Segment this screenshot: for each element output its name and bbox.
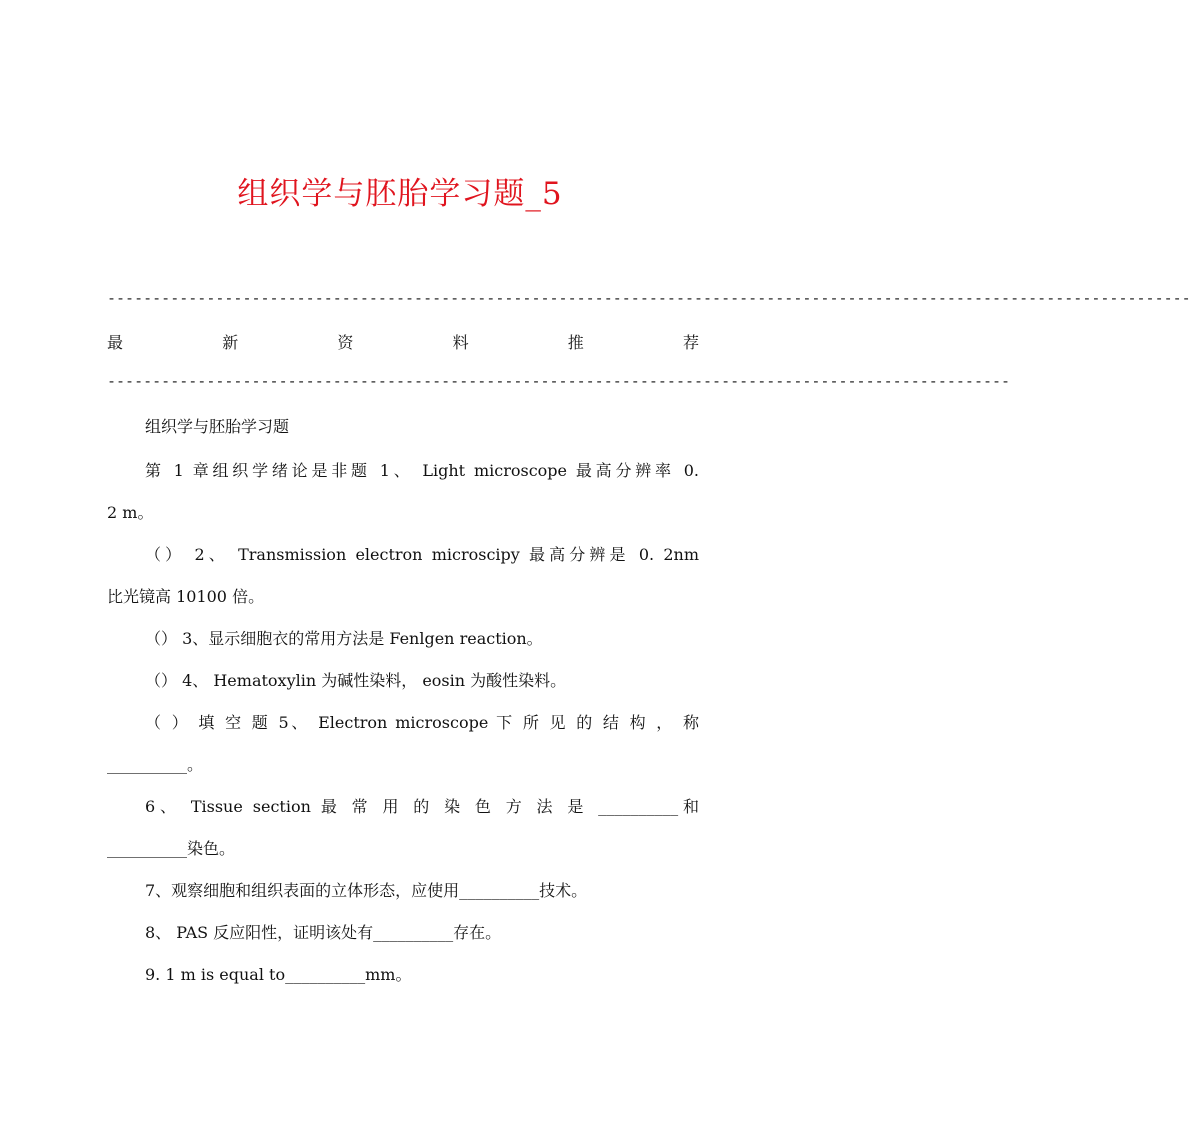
question-line: （） 3、显示细胞衣的常用方法是 Fenlgen reaction。 — [145, 629, 543, 648]
section-subtitle: 组织学与胚胎学习题 — [145, 417, 290, 436]
recommend-char: 料 — [452, 333, 469, 352]
question-line: 第 1 章组织学绪论是非题 1、 Light microscope 最高分辨率 0. — [145, 461, 699, 480]
question-line: （ ） 填 空 题 5、 Electron microscope 下 所 见 的 结 构 ， 称 — [145, 713, 699, 732]
recommend-char: 荐 — [682, 333, 699, 352]
recommend-heading — [107, 330, 699, 353]
dash-separator-bottom: ---------------------------------------------------------------------------------------------------- — [107, 372, 1011, 390]
question-line: 9. 1 m is equal to__________mm。 — [145, 965, 412, 984]
question-line: 7、观察细胞和组织表面的立体形态，应使用__________技术。 — [145, 881, 588, 900]
question-line: （） 2、 Transmission electron microscipy 最高分辨是 0. 2nm — [145, 545, 699, 564]
recommend-char: 推 — [567, 333, 584, 352]
question-line: 2 m。 — [107, 503, 154, 522]
question-line: __________染色。 — [107, 839, 236, 858]
question-line: __________。 — [107, 755, 204, 774]
question-line: 8、 PAS 反应阳性，证明该处有__________存在。 — [145, 923, 502, 942]
dash-separator-top: ------------------------------------------------------------------------------------------------------------------------ — [107, 289, 1191, 307]
recommend-char: 新 — [222, 333, 239, 352]
recommend-char: 资 — [337, 333, 354, 352]
question-line: 6、 Tissue section 最 常 用 的 染 色 方 法 是 __________和 — [145, 797, 699, 816]
question-line: 比光镜高 10100 倍。 — [107, 587, 265, 606]
recommend-char: 最 — [107, 333, 124, 352]
document-title: 组织学与胚胎学习题_5 — [237, 176, 563, 212]
question-line: （） 4、 Hematoxylin 为碱性染料， eosin 为酸性染料。 — [145, 671, 567, 690]
